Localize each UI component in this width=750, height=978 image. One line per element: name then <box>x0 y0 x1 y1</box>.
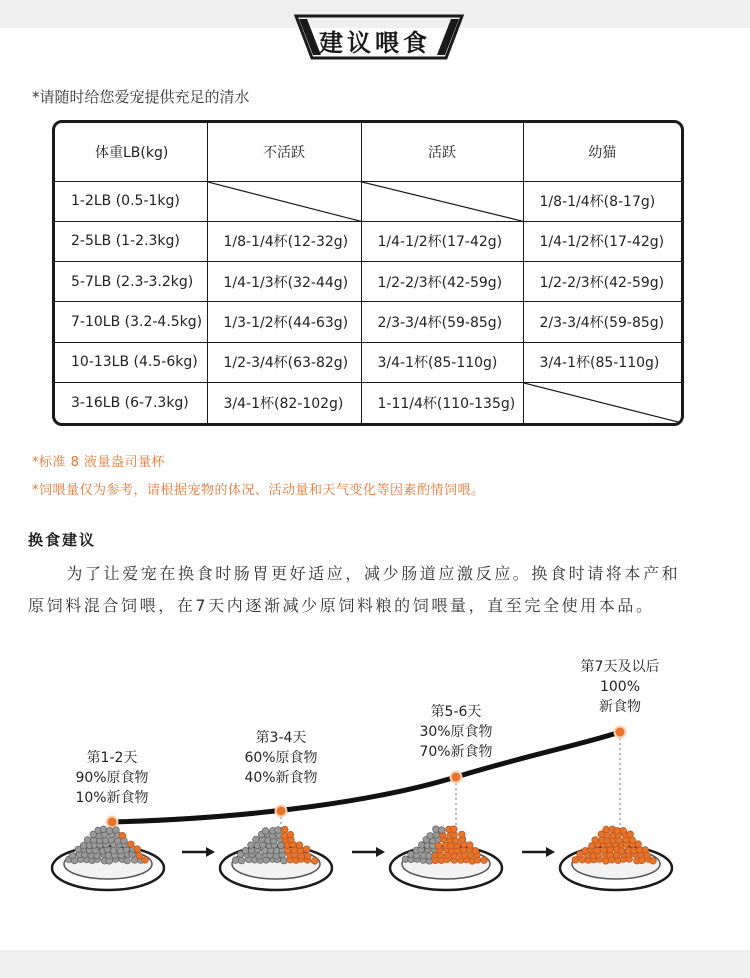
water-note: *请随时给您爱宠提供充足的清水 <box>32 88 250 106</box>
new-food-kibble <box>467 842 474 849</box>
new-food-kibble <box>450 826 457 833</box>
cell-kitten: 1/4-1/2杯(17-42g) <box>523 221 681 261</box>
new-food-kibble <box>582 847 589 854</box>
empty-cell-inactive <box>207 181 361 221</box>
new-food-kibble <box>572 857 579 864</box>
stage-old: 60%原食物 <box>244 750 318 766</box>
transition-diagram <box>0 650 750 950</box>
cell-kitten: 3/4-1杯(85-110g) <box>523 342 681 382</box>
cell-weight: 3-16LB (6-7.3kg) <box>55 383 207 423</box>
cell-kitten: 1/8-1/4杯(8-17g) <box>523 181 681 221</box>
new-food-kibble <box>119 832 126 839</box>
old-food-kibble <box>253 836 260 843</box>
stage-dot <box>451 772 462 783</box>
table-row <box>55 302 681 342</box>
cell-active: 1-11/4杯(110-135g) <box>361 383 523 423</box>
new-food-kibble <box>303 846 310 853</box>
old-food-kibble <box>256 853 263 860</box>
diagonal-slash <box>362 182 523 221</box>
cell-weight: 1-2LB (0.5-1kg) <box>55 181 207 221</box>
new-food-kibble <box>616 837 623 844</box>
arrow-head <box>206 847 215 857</box>
old-food-kibble <box>232 857 239 864</box>
stage-dot <box>276 806 287 817</box>
table-header-row <box>55 123 681 181</box>
old-food-kibble <box>242 847 249 854</box>
old-food-kibble <box>106 828 113 835</box>
stage-new: 40%新食物 <box>244 770 318 786</box>
title-banner <box>0 14 750 62</box>
new-food-kibble <box>459 831 466 838</box>
new-food-kibble <box>481 857 488 864</box>
cell-weight: 7-10LB (3.2-4.5kg) <box>55 302 207 342</box>
stage-old: 100% <box>599 679 641 695</box>
old-food-kibble <box>438 827 445 834</box>
empty-cell-active <box>361 181 523 221</box>
stage-day: 第5-6天 <box>430 704 482 720</box>
header-active: 活跃 <box>361 123 523 181</box>
new-food-kibble <box>472 848 479 855</box>
new-food-kibble <box>296 842 303 849</box>
new-food-kibble <box>435 843 442 850</box>
arrow-head <box>546 847 555 857</box>
stage-old: 90%原食物 <box>75 770 149 786</box>
old-food-kibble <box>433 826 440 833</box>
old-food-kibble <box>80 842 87 849</box>
stage-day: 第7天及以后 <box>580 659 660 675</box>
header-kitten: 幼猫 <box>523 123 681 181</box>
stage-old: 30%原食物 <box>419 724 493 740</box>
empty-cell-kitten <box>523 383 681 423</box>
new-food-kibble <box>592 837 599 844</box>
new-food-kibble <box>452 838 459 845</box>
old-food-kibble <box>110 847 117 854</box>
cell-kitten: 2/3-3/4杯(59-85g) <box>523 302 681 342</box>
bottom-band <box>0 950 750 978</box>
stage-new: 70%新食物 <box>419 744 493 760</box>
stage-label-1 <box>52 748 172 808</box>
new-food-kibble <box>603 826 610 833</box>
stage-label-4 <box>560 657 680 717</box>
new-food-kibble <box>635 841 642 848</box>
stage-day: 第3-4天 <box>255 730 307 746</box>
new-food-kibble <box>305 853 312 860</box>
new-food-kibble <box>142 857 149 864</box>
disclaimer-note: *饲喂量仅为参考，请根据宠物的体况、活动量和天气变化等因素酌情饲喂。 <box>32 483 485 498</box>
old-food-kibble <box>427 833 434 840</box>
diagonal-slash <box>208 182 361 221</box>
cell-weight: 2-5LB (1-2.3kg) <box>55 221 207 261</box>
table-row <box>55 383 681 423</box>
new-food-kibble <box>618 848 625 855</box>
cell-weight: 5-7LB (2.3-3.2kg) <box>55 262 207 302</box>
feeding-table <box>52 120 684 426</box>
new-food-kibble <box>281 832 288 839</box>
cell-kitten: 1/2-2/3杯(42-59g) <box>523 262 681 302</box>
cup-note: *标准 8 液量盎司量杯 <box>32 455 166 470</box>
cell-active: 1/2-2/3杯(42-59g) <box>361 262 523 302</box>
cell-active: 2/3-3/4杯(59-85g) <box>361 302 523 342</box>
stage-label-3 <box>396 702 516 762</box>
cell-inactive: 1/3-1/2杯(44-63g) <box>207 302 361 342</box>
switch-paragraph <box>28 558 698 622</box>
new-food-kibble <box>134 846 141 853</box>
new-food-kibble <box>627 831 634 838</box>
switch-section-title: 换食建议 <box>28 531 97 549</box>
old-food-kibble <box>117 847 124 854</box>
stage-dot <box>107 817 118 828</box>
page-title: 建议喂食 <box>319 29 431 57</box>
old-food-kibble <box>238 857 245 864</box>
new-food-kibble <box>311 858 318 865</box>
cell-inactive: 1/2-3/4杯(63-82g) <box>207 342 361 382</box>
new-food-kibble <box>650 858 657 865</box>
old-food-kibble <box>84 837 91 844</box>
diagonal-slash <box>524 383 682 423</box>
old-food-kibble <box>248 842 255 849</box>
new-food-kibble <box>642 847 649 854</box>
old-food-kibble <box>69 852 76 859</box>
new-food-kibble <box>620 828 627 835</box>
switch-paragraph-text: 为了让爱宠在换食时肠胃更好适应，减少肠道应激反应。换食时请将本产和原饲料混合饲喂，在7天内逐渐减少原饲料粮的饲喂量，直至完全使用本品。 <box>28 564 681 615</box>
header-inactive: 不活跃 <box>207 123 361 181</box>
stage-dot <box>615 727 626 738</box>
stage-day: 第1-2天 <box>86 750 138 766</box>
cell-weight: 10-13LB (4.5-6kg) <box>55 342 207 382</box>
table-row <box>55 342 681 382</box>
stage-new: 新食物 <box>599 699 641 715</box>
cell-active: 3/4-1杯(85-110g) <box>361 342 523 382</box>
new-food-kibble <box>594 847 601 854</box>
new-food-kibble <box>128 841 135 848</box>
new-food-kibble <box>603 858 610 865</box>
cell-active: 1/4-1/2杯(17-42g) <box>361 221 523 261</box>
old-food-kibble <box>113 827 120 834</box>
cell-inactive: 1/8-1/4杯(12-32g) <box>207 221 361 261</box>
old-food-kibble <box>124 857 131 864</box>
arrow-head <box>376 847 385 857</box>
cell-inactive: 3/4-1杯(82-102g) <box>207 383 361 423</box>
old-food-kibble <box>262 828 269 835</box>
new-food-kibble <box>614 827 621 834</box>
header-weight: 体重LB(kg) <box>55 123 207 181</box>
table-row <box>55 262 681 302</box>
old-food-kibble <box>275 827 282 834</box>
table-row <box>55 221 681 261</box>
stage-label-2 <box>221 728 341 788</box>
new-food-kibble <box>287 831 294 838</box>
table-row <box>55 181 681 221</box>
stage-new: 10%新食物 <box>75 790 149 806</box>
old-food-kibble <box>281 857 288 864</box>
new-food-kibble <box>136 852 143 859</box>
new-food-kibble <box>281 826 288 833</box>
transition-curve <box>112 732 620 822</box>
cell-inactive: 1/4-1/3杯(32-44g) <box>207 262 361 302</box>
old-food-kibble <box>426 853 433 860</box>
old-food-kibble <box>100 826 107 833</box>
